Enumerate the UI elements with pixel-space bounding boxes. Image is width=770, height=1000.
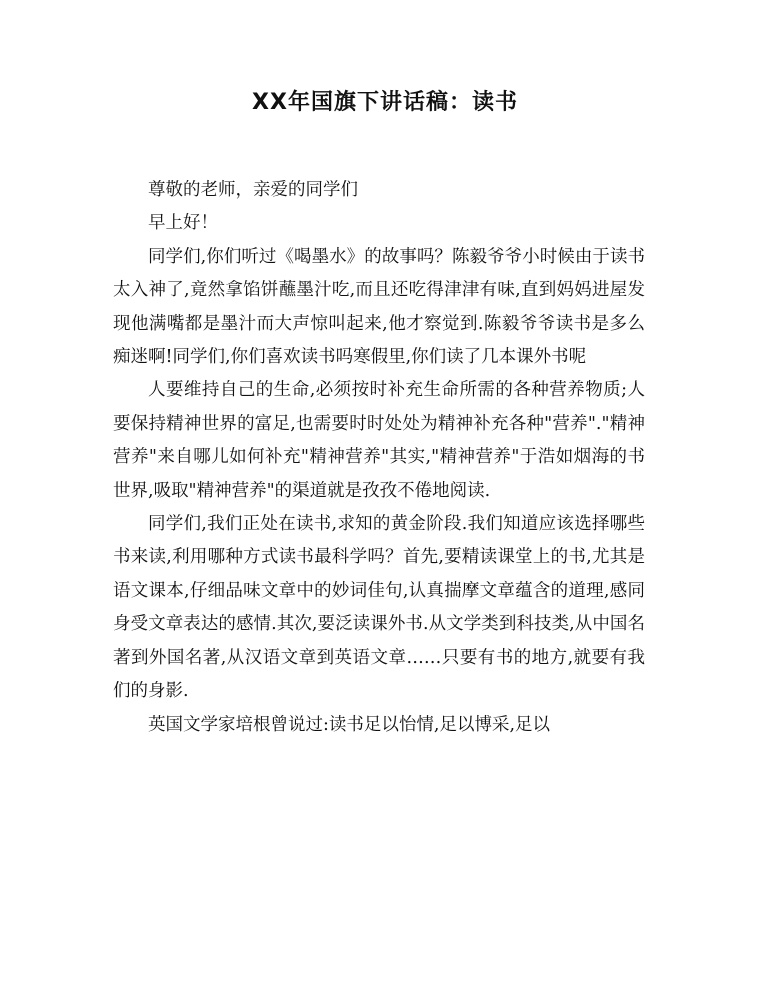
body-paragraph: 同学们,我们正处在读书,求知的黄金阶段.我们知道应该选择哪些书来读,利用哪种方式读书最科学吗？首先,要精读课堂上的书,尤其是语文课本,仔细品味文章中的妙词佳句,认真揣摩文章蕴含的道理,感同身受文章表达的感情.其次,要泛读课外书.从文学类到科技类,从中国名著到外国名著,从汉语文章到英语文章……只要有书的地方,就要有我们的身影. bbox=[113, 514, 645, 702]
document-body bbox=[113, 174, 645, 742]
document-title: XX年国旗下讲话稿：读书 bbox=[252, 90, 518, 115]
body-paragraph: 英国文学家培根曾说过:读书足以怡情,足以博采,足以 bbox=[148, 714, 551, 735]
salutation-paragraph: 尊敬的老师，亲爱的同学们 bbox=[148, 180, 358, 200]
greeting-paragraph: 早上好！ bbox=[148, 213, 218, 234]
body-paragraph: 人要维持自己的生命,必须按时补充生命所需的各种营养物质;人要保持精神世界的富足,也需要时时处处为精神补充各种"营养"."精神营养"来自哪儿如何补充"精神营养"其实,"精神营养"于浩如烟海的书世界,吸取"精神营养"的渠道就是孜孜不倦地阅读. bbox=[113, 380, 645, 501]
body-paragraph: 同学们,你们听过《喝墨水》的故事吗？陈毅爷爷小时候由于读书太入神了,竟然拿馅饼蘸墨汁吃,而且还吃得津津有味,直到妈妈进屋发现他满嘴都是墨汁而大声惊叫起来,他才察觉到.陈毅爷爷读书是多么痴迷啊!同学们,你们喜欢读书吗寒假里,你们读了几本课外书呢 bbox=[113, 246, 645, 368]
